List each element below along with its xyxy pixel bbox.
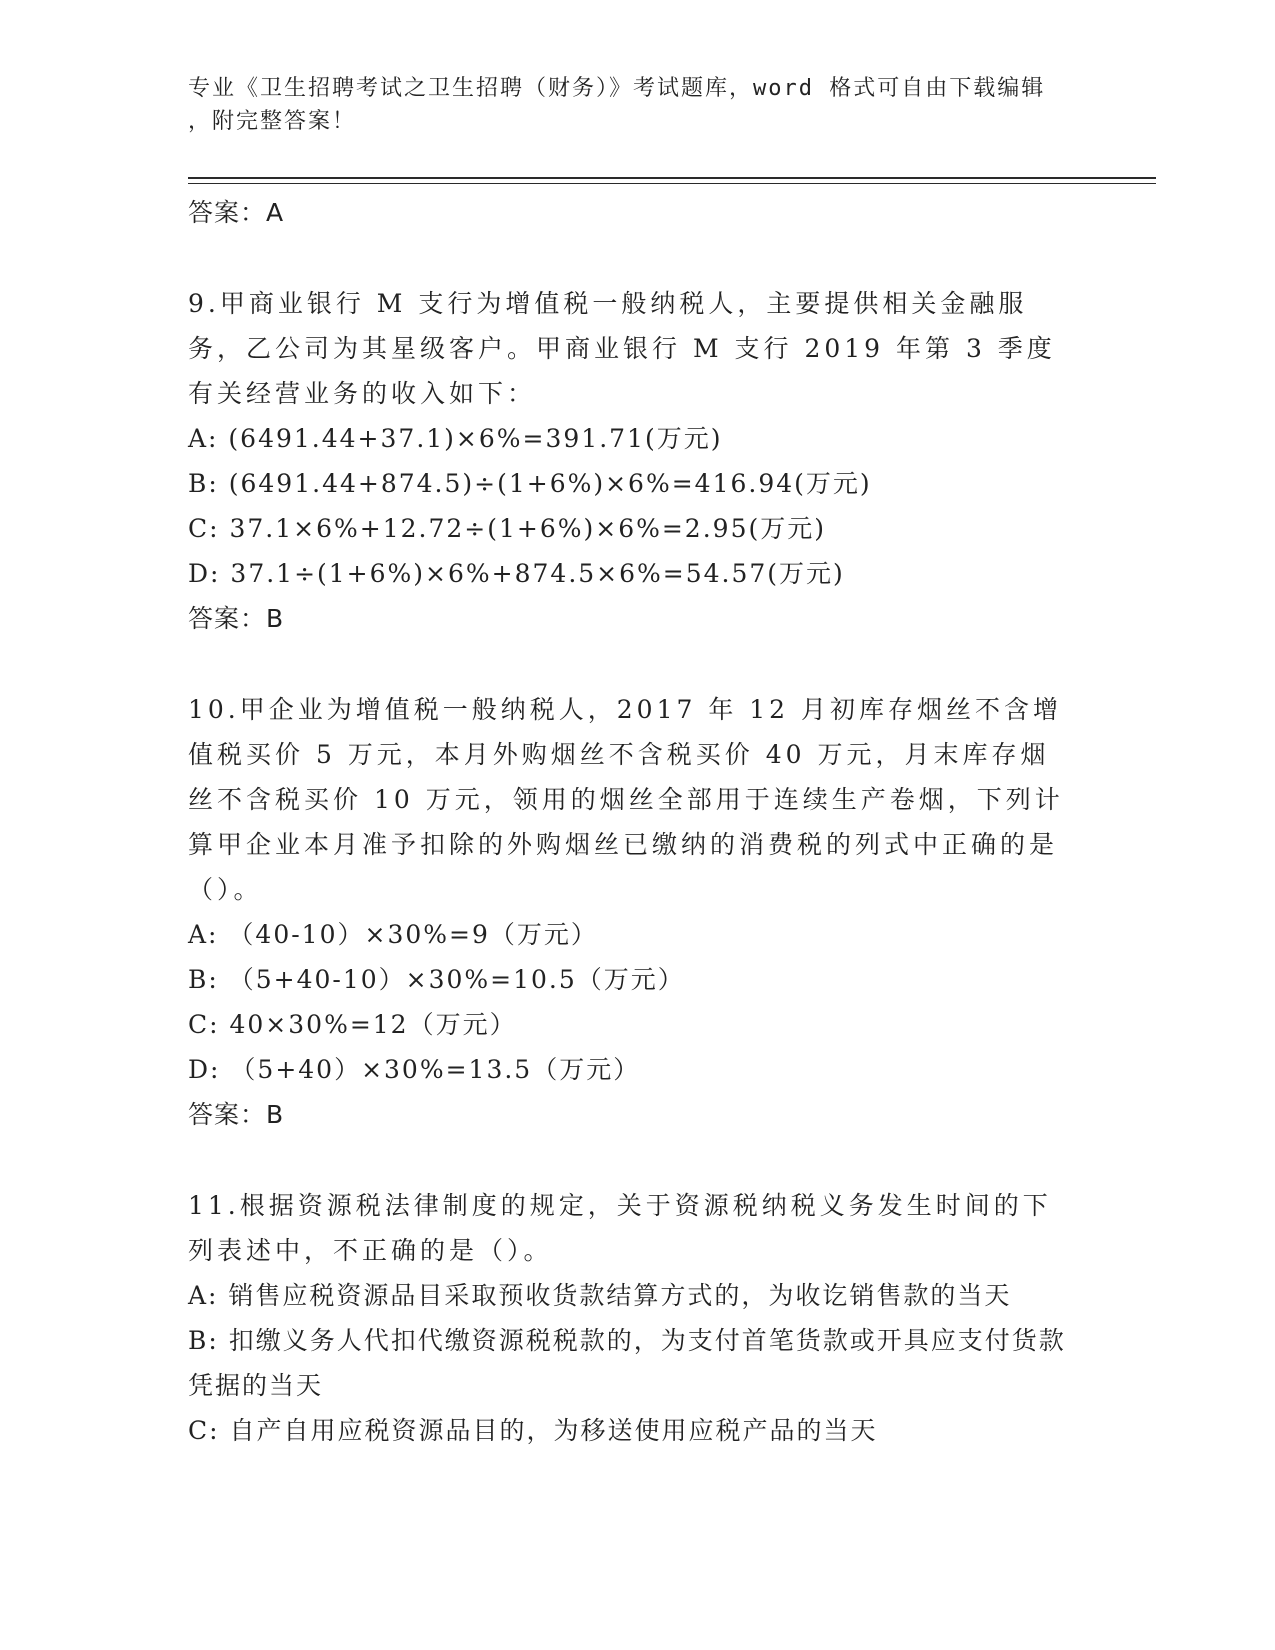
answer-line: 答案：B [188,604,285,633]
question-stem: 9.甲商业银行 M 支行为增值税一般纳税人，主要提供相关金融服务，乙公司为其星级客户。甲商业银行 M 支行 2019 年第 3 季度有关经营业务的收入如下： [188,289,1056,408]
option-c: C: 自产自用应税资源品目的，为移送使用应税产品的当天 [188,1416,878,1445]
answer-line: 答案：B [188,1100,285,1129]
document-body [188,190,1078,1453]
option-d: D: 37.1÷(1+6%)×6%+874.5×6%=54.57(万元) [188,559,845,588]
header-divider-thick [188,177,1156,179]
question-stem: 10.甲企业为增值税一般纳税人，2017 年 12 月初库存烟丝不含增值税买价 5 万元，本月外购烟丝不含税买价 40 万元，月末库存烟丝不含税买价 10 万元，领用的烟丝全部用于连续生产卷烟，下列计算甲企业本月准予扣除的外购烟丝已缴纳的消费税的列式中正确的是（）。 [188,695,1064,904]
page-header [188,72,1088,138]
header-line-2: ，附完整答案！ [188,109,357,134]
previous-answer: 答案：A [188,198,285,227]
question-11 [188,1183,1078,1453]
question-9 [188,281,1078,641]
option-b: B: 扣缴义务人代扣代缴资源税税款的，为支付首笔货款或开具应支付货款凭据的当天 [188,1326,1066,1400]
option-d: D: （5+40）×30%=13.5（万元） [188,1055,641,1084]
header-divider-thin [188,183,1156,184]
option-a: A: (6491.44+37.1)×6%=391.71(万元) [188,424,723,453]
option-c: C: 40×30%=12（万元） [188,1010,517,1039]
header-line-1: 专业《卫生招聘考试之卫生招聘（财务）》考试题库，word 格式可自由下载编辑 [188,76,1046,101]
option-b: B: （5+40-10）×30%=10.5（万元） [188,965,685,994]
block-spacer [188,641,1078,687]
question-10 [188,687,1078,1137]
option-b: B: (6491.44+874.5)÷(1+6%)×6%=416.94(万元) [188,469,872,498]
question-stem: 11.根据资源税法律制度的规定，关于资源税纳税义务发生时间的下列表述中，不正确的是（）。 [188,1191,1052,1265]
option-c: C: 37.1×6%+12.72÷(1+6%)×6%=2.95(万元) [188,514,826,543]
option-a: A: 销售应税资源品目采取预收货款结算方式的，为收讫销售款的当天 [188,1281,1012,1310]
block-spacer [188,235,1078,281]
block-spacer [188,1137,1078,1183]
option-a: A: （40-10）×30%=9（万元） [188,920,598,949]
